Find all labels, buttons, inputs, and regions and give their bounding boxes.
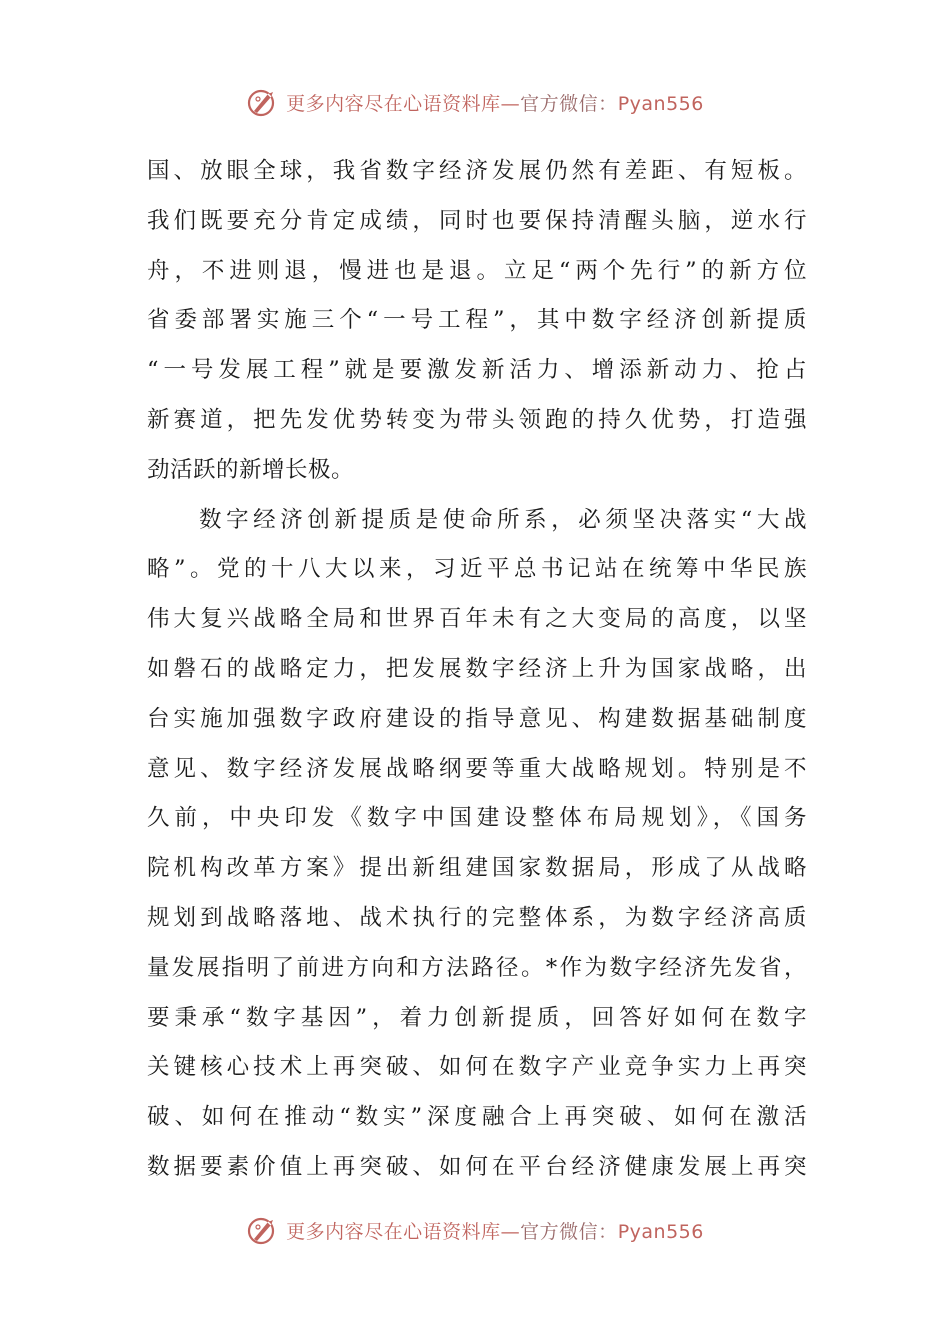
text-line: “一号发展工程”就是要激发新活力、增添新动力、抢占: [147, 357, 807, 384]
text-line: 伟大复兴战略全局和世界百年未有之大变局的高度，以坚: [147, 606, 807, 633]
text-line: 国、放眼全球，我省数字经济发展仍然有差距、有短板。: [147, 158, 807, 184]
watermark-separator: —: [500, 1220, 521, 1243]
watermark-wechat-id: Pyan556: [617, 1220, 704, 1243]
text-line: 劲活跃的新增长极。: [147, 456, 355, 483]
watermark-wechat-label: 官方微信：: [520, 92, 618, 115]
text-line: 久前，中央印发《数字中国建设整体布局规划》，《国务: [147, 805, 807, 832]
document-body: [147, 147, 807, 1193]
text-line: 关键核心技术上再突破、如何在数字产业竞争实力上再突: [147, 1054, 807, 1081]
text-line: 破、如何在推动“数实”深度融合上再突破、如何在激活: [147, 1104, 807, 1131]
text-line: 量发展指明了前进方向和方法路径。*作为数字经济先发省，: [147, 954, 807, 981]
text-line: 我们既要充分肯定成绩，同时也要保持清醒头脑，逆水行: [147, 207, 807, 234]
footer-watermark-banner: [0, 1210, 950, 1250]
watermark-text: [286, 1217, 704, 1244]
text-line: 规划到战略落地、战术执行的完整体系，为数字经济高质: [147, 904, 807, 931]
text-line: 要秉承“数字基因”，着力创新提质，回答好如何在数字: [147, 1004, 807, 1031]
pen-nib-logo-icon: [246, 1213, 280, 1247]
text-line: 意见、数字经济发展战略纲要等重大战略规划。特别是不: [147, 755, 807, 782]
watermark-wechat-id: Pyan556: [617, 92, 704, 115]
watermark-separator: —: [500, 92, 521, 115]
pen-nib-logo-icon: [246, 85, 280, 119]
watermark-site-text: 更多内容尽在心语资料库: [286, 1220, 501, 1243]
watermark-wechat-label: 官方微信：: [520, 1220, 618, 1243]
text-line: 舟，不进则退，慢进也是退。立足“两个先行”的新方位: [147, 257, 807, 284]
watermark-site-text: 更多内容尽在心语资料库: [286, 92, 501, 115]
text-line: 新赛道，把先发优势转变为带头领跑的持久优势，打造强: [147, 406, 807, 433]
watermark-text: [286, 89, 704, 116]
text-line: 如磐石的战略定力，把发展数字经济上升为国家战略，出: [147, 655, 807, 682]
text-line: 略”。党的十八大以来，习近平总书记站在统筹中华民族: [147, 556, 807, 583]
text-line: 院机构改革方案》提出新组建国家数据局，形成了从战略: [147, 855, 807, 882]
text-line: 数据要素价值上再突破、如何在平台经济健康发展上再突: [147, 1153, 807, 1180]
text-line: 台实施加强数字政府建设的指导意见、构建数据基础制度: [147, 705, 807, 732]
paragraph-start-line: 数字经济创新提质是使命所系，必须坚决落实“大战: [199, 506, 807, 533]
header-watermark-banner: [0, 82, 950, 122]
text-line: 省委部署实施三个“一号工程”，其中数字经济创新提质: [147, 307, 807, 334]
